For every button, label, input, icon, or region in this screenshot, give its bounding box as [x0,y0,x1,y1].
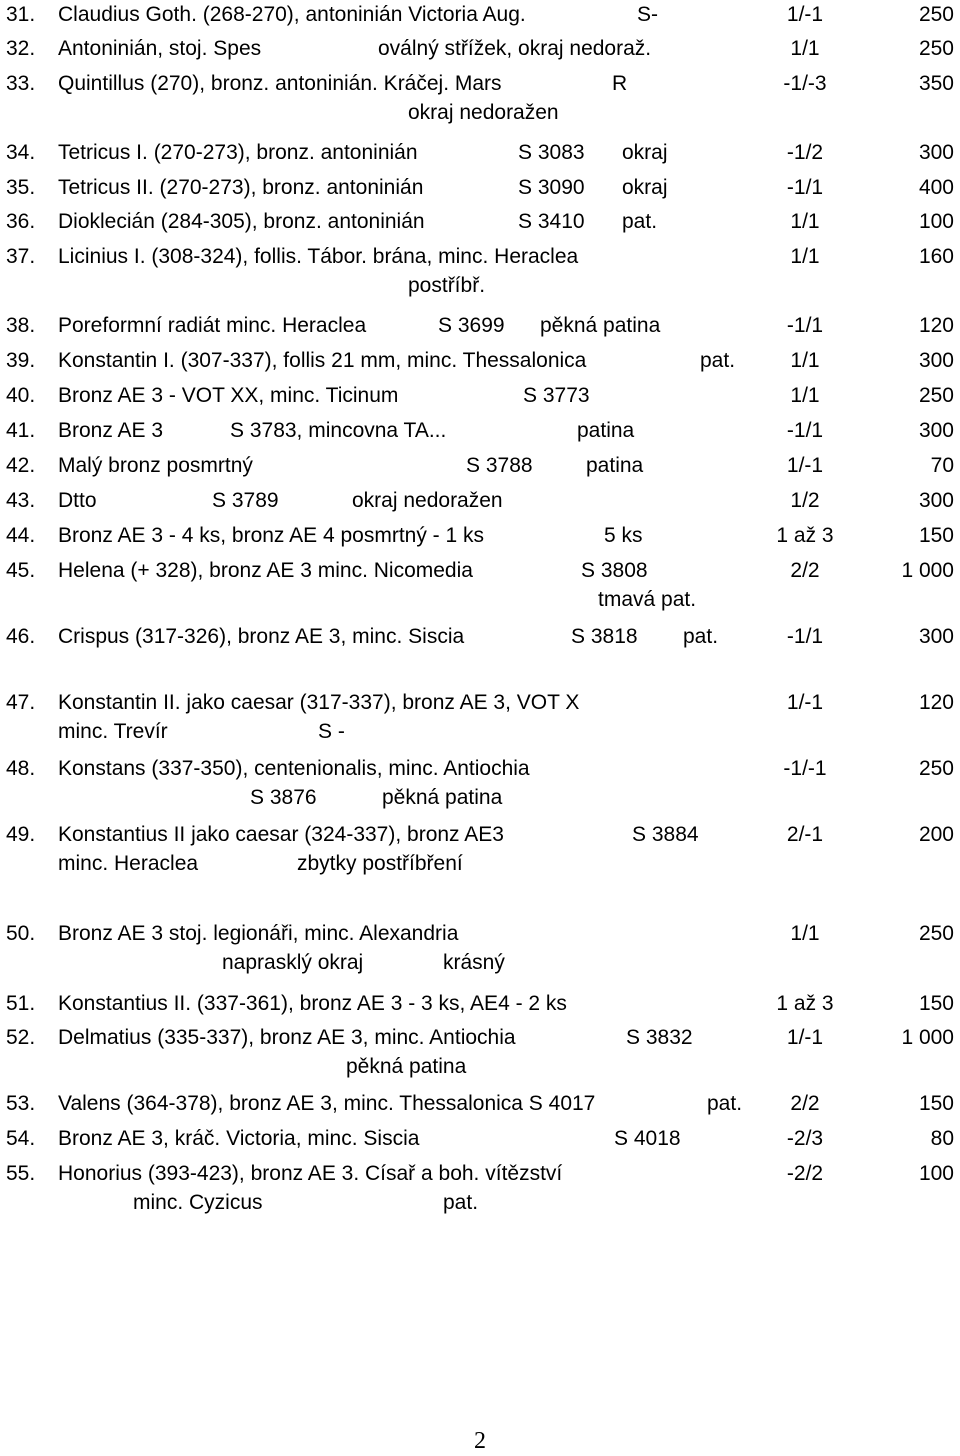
entry-number: 37. [6,245,36,268]
entry-line [0,381,960,411]
entry-grade: 1/1 [790,245,820,268]
entry-line [0,242,960,272]
entry-price: 250 [918,37,954,60]
entry-line [0,1159,960,1189]
entry-description: Poreformní radiát minc. Heraclea [58,314,367,337]
entry-description: S 3090 [518,176,585,199]
entry-price: 400 [918,176,954,199]
entry-description: pat. [683,625,719,648]
entry-number: 44. [6,524,36,547]
entry-description: okraj nedoražen [408,101,559,124]
entry-description: S 3818 [571,625,638,648]
entry-line [0,688,960,718]
entry-grade: 1/-1 [786,1026,824,1049]
entry-description: Konstantin II. jako caesar (317-337), bronz AE 3, VOT X [58,691,580,714]
entry-description: Malý bronz posmrtný [58,454,253,477]
entry-number: 35. [6,176,36,199]
entry-description: zbytky postříbření [297,852,463,875]
entry-grade: 1 až 3 [776,524,834,547]
entry-description: Bronz AE 3 - 4 ks, bronz AE 4 posmrtný - 1 ks [58,524,485,547]
entry-line [0,820,960,850]
entry-description: Konstantin I. (307-337), follis 21 mm, minc. Thessalonica [58,349,587,372]
entry-description: pěkná patina [382,786,503,809]
entry-description: S 3832 [626,1026,693,1049]
entry-description: pat. [707,1092,743,1115]
entry-price: 150 [918,992,954,1015]
entry-line [0,346,960,376]
entry-grade: -1/1 [786,625,824,648]
entry-line [0,271,960,301]
entry-number: 51. [6,992,36,1015]
entry-description: S 4018 [614,1127,681,1150]
entry-price: 300 [918,419,954,442]
entry-line [0,1188,960,1218]
entry-price: 200 [918,823,954,846]
entry-line [0,1023,960,1053]
entry-description: S 3410 [518,210,585,233]
entry-description: S 3788 [466,454,533,477]
entry-description: 5 ks [604,524,643,547]
entry-line [0,1052,960,1082]
entry-description: minc. Heraclea [58,852,199,875]
entry-grade: 1/1 [790,384,820,407]
entry-number: 46. [6,625,36,648]
entry-description: S 3884 [632,823,699,846]
entry-number: 50. [6,922,36,945]
entry-description: S - [318,720,345,743]
entry-number: 40. [6,384,36,407]
entry-line [0,521,960,551]
entry-price: 250 [918,3,954,26]
entry-line [0,556,960,586]
entry-number: 39. [6,349,36,372]
entry-line [0,849,960,879]
entry-grade: 1/1 [790,349,820,372]
entry-description: Helena (+ 328), bronz AE 3 minc. Nicomedia [58,559,473,582]
entry-line [0,783,960,813]
entry-line [0,486,960,516]
entry-grade: 1/1 [790,210,820,233]
entry-grade: -2/2 [786,1162,824,1185]
entry-price: 160 [918,245,954,268]
entry-number: 55. [6,1162,36,1185]
entry-price: 300 [918,625,954,648]
entry-line [0,451,960,481]
entry-description: tmavá pat. [598,588,697,611]
entry-number: 53. [6,1092,36,1115]
entry-description: Bronz AE 3 - VOT XX, minc. Ticinum [58,384,399,407]
entry-description: S 3808 [581,559,648,582]
entry-description: S 3083 [518,141,585,164]
entry-description: Konstans (337-350), centenionalis, minc. Antiochia [58,757,530,780]
entry-grade: -1/-1 [783,757,827,780]
entry-grade: 1/-1 [786,691,824,714]
entry-description: Dioklecián (284-305), bronz. antoninián [58,210,425,233]
entry-description: postříbř. [408,274,486,297]
entry-number: 33. [6,72,36,95]
entry-price: 300 [918,349,954,372]
entry-price: 80 [930,1127,954,1150]
entry-price: 300 [918,489,954,512]
entry-description: S 3699 [438,314,505,337]
entry-description: Konstantius II. (337-361), bronz AE 3 - 3 ks, AE4 - 2 ks [58,992,567,1015]
entry-number: 41. [6,419,36,442]
entry-line [0,989,960,1019]
entry-grade: 2/2 [790,559,820,582]
entry-number: 36. [6,210,36,233]
entry-description: pat. [700,349,736,372]
entry-grade: 1/2 [790,489,820,512]
entry-price: 120 [918,691,954,714]
entry-description: Antoninián, stoj. Spes [58,37,262,60]
entry-price: 150 [918,524,954,547]
entry-line [0,34,960,64]
entry-description: naprasklý okraj [222,951,364,974]
entry-description: okraj [622,141,668,164]
entry-grade: 1/-1 [786,454,824,477]
entry-description: Bronz AE 3, kráč. Victoria, minc. Siscia [58,1127,420,1150]
entry-description: oválný střížek, okraj nedoraž. [378,37,652,60]
entry-line [0,207,960,237]
entry-line [0,919,960,949]
entry-description: S 3876 [250,786,317,809]
entry-number: 49. [6,823,36,846]
entry-grade: -1/1 [786,176,824,199]
entry-line [0,1089,960,1119]
entry-description: patina [577,419,635,442]
entry-line [0,98,960,128]
entry-number: 47. [6,691,36,714]
entry-grade: -1/2 [786,141,824,164]
entry-grade: 1/1 [790,37,820,60]
entry-description: S 3783, mincovna TA... [230,419,447,442]
entry-line [0,0,960,30]
entry-description: Bronz AE 3 [58,419,164,442]
entry-price: 1 000 [901,559,954,582]
entry-price: 1 000 [901,1026,954,1049]
entry-price: 100 [918,210,954,233]
entry-description: patina [586,454,644,477]
entry-description: pěkná patina [346,1055,467,1078]
entry-description: Honorius (393-423), bronz AE 3. Císař a boh. vítězství [58,1162,563,1185]
entry-description: Bronz AE 3 stoj. legionáři, minc. Alexandria [58,922,459,945]
entry-number: 52. [6,1026,36,1049]
entry-description: Quintillus (270), bronz. antoninián. Kráčej. Mars [58,72,502,95]
entry-price: 100 [918,1162,954,1185]
entry-description: Crispus (317-326), bronz AE 3, minc. Siscia [58,625,465,648]
entry-description: R [612,72,628,95]
entry-description: pěkná patina [540,314,661,337]
entry-line [0,1124,960,1154]
entry-number: 48. [6,757,36,780]
entry-line [0,948,960,978]
entry-grade: -1/1 [786,419,824,442]
entry-grade: 1/-1 [786,3,824,26]
entry-description: pat. [443,1191,479,1214]
entry-line [0,622,960,652]
entry-line [0,717,960,747]
entry-line [0,754,960,784]
page-number: 2 [474,1428,486,1454]
entry-line [0,416,960,446]
entry-line [0,585,960,615]
entry-number: 54. [6,1127,36,1150]
entry-description: Claudius Goth. (268-270), antoninián Victoria Aug. [58,3,526,26]
entry-description: pat. [622,210,658,233]
entry-price: 150 [918,1092,954,1115]
entry-grade: 2/2 [790,1092,820,1115]
entry-description: Valens (364-378), bronz AE 3, minc. Thessalonica S 4017 [58,1092,596,1115]
entry-description: Dtto [58,489,97,512]
entry-grade: -1/1 [786,314,824,337]
entry-description: Delmatius (335-337), bronz AE 3, minc. Antiochia [58,1026,516,1049]
entry-line [0,311,960,341]
entry-price: 350 [918,72,954,95]
entry-price: 250 [918,384,954,407]
entry-description: Konstantius II jako caesar (324-337), bronz AE3 [58,823,504,846]
entry-line [0,69,960,99]
entry-description: S 3789 [212,489,279,512]
entry-grade: 2/-1 [786,823,824,846]
entry-description: okraj nedoražen [352,489,503,512]
entry-number: 34. [6,141,36,164]
entry-description: S- [637,3,658,26]
entry-number: 38. [6,314,36,337]
entry-price: 300 [918,141,954,164]
entry-description: Tetricus I. (270-273), bronz. antoninián [58,141,418,164]
entry-grade: -1/-3 [783,72,827,95]
entry-description: minc. Trevír [58,720,168,743]
entry-number: 45. [6,559,36,582]
entry-price: 120 [918,314,954,337]
entry-description: okraj [622,176,668,199]
entry-number: 32. [6,37,36,60]
entry-description: S 3773 [523,384,590,407]
entry-number: 43. [6,489,36,512]
entry-number: 42. [6,454,36,477]
entry-description: minc. Cyzicus [133,1191,263,1214]
entry-description: krásný [443,951,505,974]
entry-grade: 1 až 3 [776,992,834,1015]
entry-grade: 1/1 [790,922,820,945]
entry-grade: -2/3 [786,1127,824,1150]
entry-description: Tetricus II. (270-273), bronz. antoninián [58,176,424,199]
entry-line [0,138,960,168]
entry-description: Licinius I. (308-324), follis. Tábor. brána, minc. Heraclea [58,245,579,268]
entry-price: 250 [918,757,954,780]
entry-price: 250 [918,922,954,945]
entry-price: 70 [930,454,954,477]
entry-line [0,173,960,203]
entry-number: 31. [6,3,36,26]
